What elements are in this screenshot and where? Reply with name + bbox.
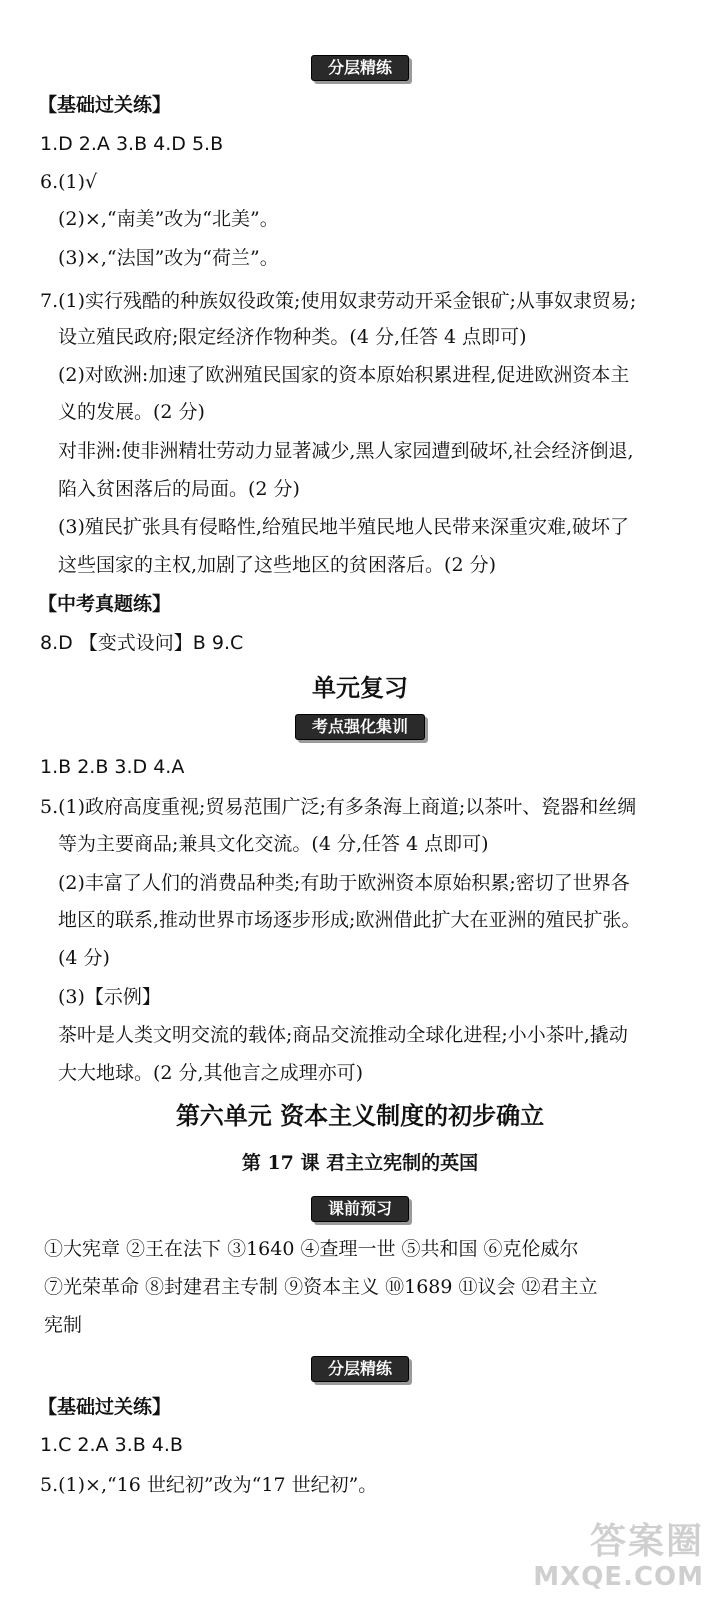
answer-line: ⑦光荣革命 ⑧封建君主专制 ⑨资本主义 ⑩1689 ⑪议会 ⑫君主立 xyxy=(44,1276,598,1298)
unit6-title: 第六单元 资本主义制度的初步确立 xyxy=(175,1101,545,1130)
answer-line: 对非洲:使非洲精壮劳动力显著减少,黑人家园遭到破坏,社会经济倒退, xyxy=(58,440,634,462)
answer-line: 8.D 【变式设问】B 9.C xyxy=(40,632,244,654)
answer-line: (3)×,“法国”改为“荷兰”。 xyxy=(58,247,279,269)
section-banner-wrap xyxy=(0,55,720,81)
answer-line: 5.(1)×,“16 世纪初”改为“17 世纪初”。 xyxy=(40,1474,378,1496)
answer-line: 这些国家的主权,加剧了这些地区的贫困落后。(2 分) xyxy=(58,554,496,576)
watermark-logo-text: 答案圈 xyxy=(589,1521,704,1562)
answer-line: 1.C 2.A 3.B 4.B xyxy=(40,1434,183,1456)
exam-practice-heading: 【中考真题练】 xyxy=(38,593,172,615)
answer-line: 义的发展。(2 分) xyxy=(58,401,205,423)
answer-line: (3)殖民扩张具有侵略性,给殖民地半殖民地人民带来深重灾难,破坏了 xyxy=(58,516,629,538)
section-banner-wrap xyxy=(0,1356,720,1382)
answer-line: 设立殖民政府;限定经济作物种类。(4 分,任答 4 点即可) xyxy=(58,326,527,348)
answer-line: (2)丰富了人们的消费品种类;有助于欧洲资本原始积累;密切了世界各 xyxy=(58,872,630,894)
section-banner-wrap xyxy=(0,1196,720,1222)
answer-line: 6.(1)√ xyxy=(40,171,98,193)
site-watermark xyxy=(533,1522,704,1592)
answer-line: 5.(1)政府高度重视;贸易范围广泛;有多条海上商道;以茶叶、瓷器和丝绸 xyxy=(40,796,637,818)
answer-line: 宪制 xyxy=(44,1314,83,1336)
lesson17-title: 第 17 课 君主立宪制的英国 xyxy=(241,1152,479,1174)
answer-line: (2)对欧洲:加速了欧洲殖民国家的资本原始积累进程,促进欧洲资本主 xyxy=(58,364,630,386)
answer-line: 1.B 2.B 3.D 4.A xyxy=(40,756,185,778)
answer-line: 等为主要商品;兼具文化交流。(4 分,任答 4 点即可) xyxy=(58,833,489,855)
unit-review-title: 单元复习 xyxy=(312,673,408,702)
layered-practice-banner: 分层精练 xyxy=(311,55,409,81)
basic-practice-heading: 【基础过关练】 xyxy=(38,1396,172,1418)
answer-line: ①大宪章 ②王在法下 ③1640 ④查理一世 ⑤共和国 ⑥克伦威尔 xyxy=(44,1238,579,1260)
answer-line: 1.D 2.A 3.B 4.D 5.B xyxy=(40,133,224,155)
answer-line: (3)【示例】 xyxy=(58,986,161,1008)
preview-banner: 课前预习 xyxy=(311,1196,409,1222)
answer-line: 地区的联系,推动世界市场逐步形成;欧洲借此扩大在亚洲的殖民扩张。 xyxy=(58,909,641,931)
answer-line: 7.(1)实行残酷的种族奴役政策;使用奴隶劳动开采金银矿;从事奴隶贸易; xyxy=(40,290,637,312)
answer-line: 陷入贫困落后的局面。(2 分) xyxy=(58,478,300,500)
section-banner-wrap xyxy=(0,714,720,740)
answer-line: 大大地球。(2 分,其他言之成理亦可) xyxy=(58,1062,363,1084)
answer-line: 茶叶是人类文明交流的载体;商品交流推动全球化进程;小小茶叶,撬动 xyxy=(58,1024,628,1046)
basic-practice-heading: 【基础过关练】 xyxy=(38,94,172,116)
key-points-banner: 考点强化集训 xyxy=(295,714,425,740)
watermark-url: MXQE.COM xyxy=(533,1562,704,1592)
answer-line: (2)×,“南美”改为“北美”。 xyxy=(58,208,279,230)
answer-line: (4 分) xyxy=(58,947,110,969)
layered-practice-banner: 分层精练 xyxy=(311,1356,409,1382)
